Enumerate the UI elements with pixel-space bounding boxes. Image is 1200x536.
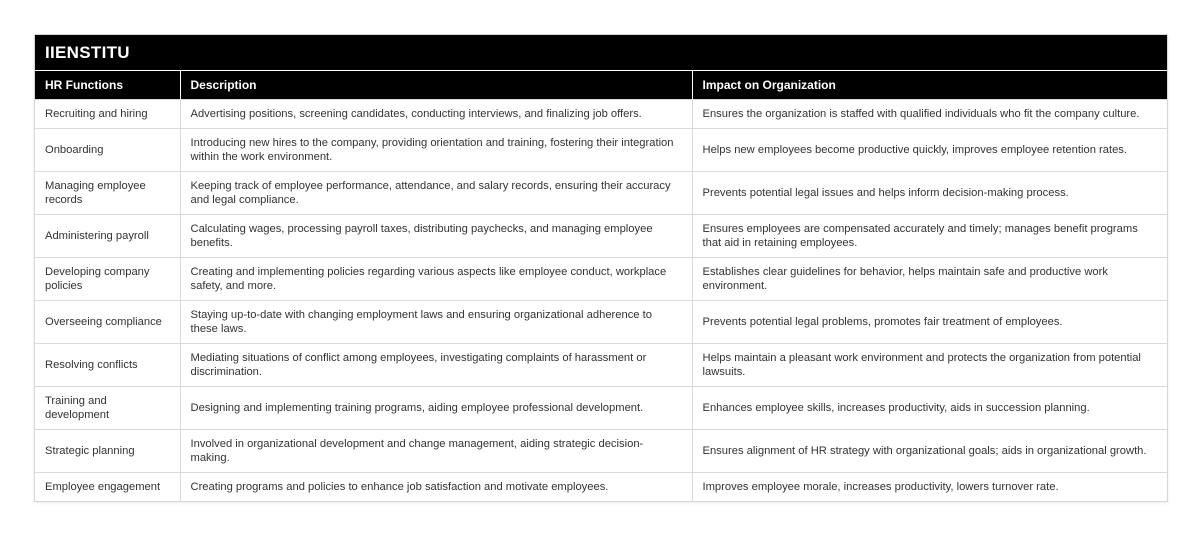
table-row (35, 129, 1167, 172)
cell-description: Mediating situations of conflict among employees, investigating complaints of harassment or discrimination. (180, 344, 692, 387)
hr-functions-table (35, 70, 1167, 501)
table-row (35, 215, 1167, 258)
cell-function: Administering payroll (35, 215, 180, 258)
cell-function: Onboarding (35, 129, 180, 172)
cell-impact: Enhances employee skills, increases productivity, aids in succession planning. (692, 387, 1167, 430)
cell-description: Creating and implementing policies regarding various aspects like employee conduct, workplace safety, and more. (180, 258, 692, 301)
cell-function: Overseeing compliance (35, 301, 180, 344)
column-header-description: Description (180, 71, 692, 100)
cell-description: Calculating wages, processing payroll taxes, distributing paychecks, and managing employee benefits. (180, 215, 692, 258)
table-row (35, 430, 1167, 473)
column-header-impact: Impact on Organization (692, 71, 1167, 100)
cell-function: Managing employee records (35, 172, 180, 215)
cell-description: Involved in organizational development and change management, aiding strategic decision-making. (180, 430, 692, 473)
cell-function: Recruiting and hiring (35, 100, 180, 129)
table-header (35, 71, 1167, 100)
cell-impact: Ensures employees are compensated accurately and timely; manages benefit programs that aid in retaining employees. (692, 215, 1167, 258)
cell-description: Introducing new hires to the company, providing orientation and training, fostering their integration within the work environment. (180, 129, 692, 172)
table-row (35, 344, 1167, 387)
cell-description: Designing and implementing training programs, aiding employee professional development. (180, 387, 692, 430)
cell-impact: Establishes clear guidelines for behavior, helps maintain safe and productive work environment. (692, 258, 1167, 301)
column-header-hr-functions: HR Functions (35, 71, 180, 100)
table-row (35, 100, 1167, 129)
cell-function: Training and development (35, 387, 180, 430)
cell-function: Employee engagement (35, 473, 180, 502)
table-row (35, 301, 1167, 344)
cell-impact: Ensures alignment of HR strategy with organizational goals; aids in organizational growth. (692, 430, 1167, 473)
cell-impact: Prevents potential legal issues and helps inform decision-making process. (692, 172, 1167, 215)
cell-description: Staying up-to-date with changing employment laws and ensuring organizational adherence to these laws. (180, 301, 692, 344)
cell-function: Resolving conflicts (35, 344, 180, 387)
cell-impact: Prevents potential legal problems, promotes fair treatment of employees. (692, 301, 1167, 344)
brand-title: IIENSTITU (35, 35, 1167, 70)
table-row (35, 387, 1167, 430)
cell-impact: Ensures the organization is staffed with qualified individuals who fit the company culture. (692, 100, 1167, 129)
table-row (35, 258, 1167, 301)
cell-function: Developing company policies (35, 258, 180, 301)
cell-function: Strategic planning (35, 430, 180, 473)
table-row (35, 172, 1167, 215)
cell-impact: Helps new employees become productive quickly, improves employee retention rates. (692, 129, 1167, 172)
cell-description: Creating programs and policies to enhance job satisfaction and motivate employees. (180, 473, 692, 502)
header-row (35, 71, 1167, 100)
table-body (35, 100, 1167, 502)
cell-impact: Helps maintain a pleasant work environment and protects the organization from potential lawsuits. (692, 344, 1167, 387)
cell-description: Advertising positions, screening candidates, conducting interviews, and finalizing job offers. (180, 100, 692, 129)
table-row (35, 473, 1167, 502)
cell-description: Keeping track of employee performance, attendance, and salary records, ensuring their accuracy and legal compliance. (180, 172, 692, 215)
hr-functions-table-card (34, 34, 1168, 502)
cell-impact: Improves employee morale, increases productivity, lowers turnover rate. (692, 473, 1167, 502)
